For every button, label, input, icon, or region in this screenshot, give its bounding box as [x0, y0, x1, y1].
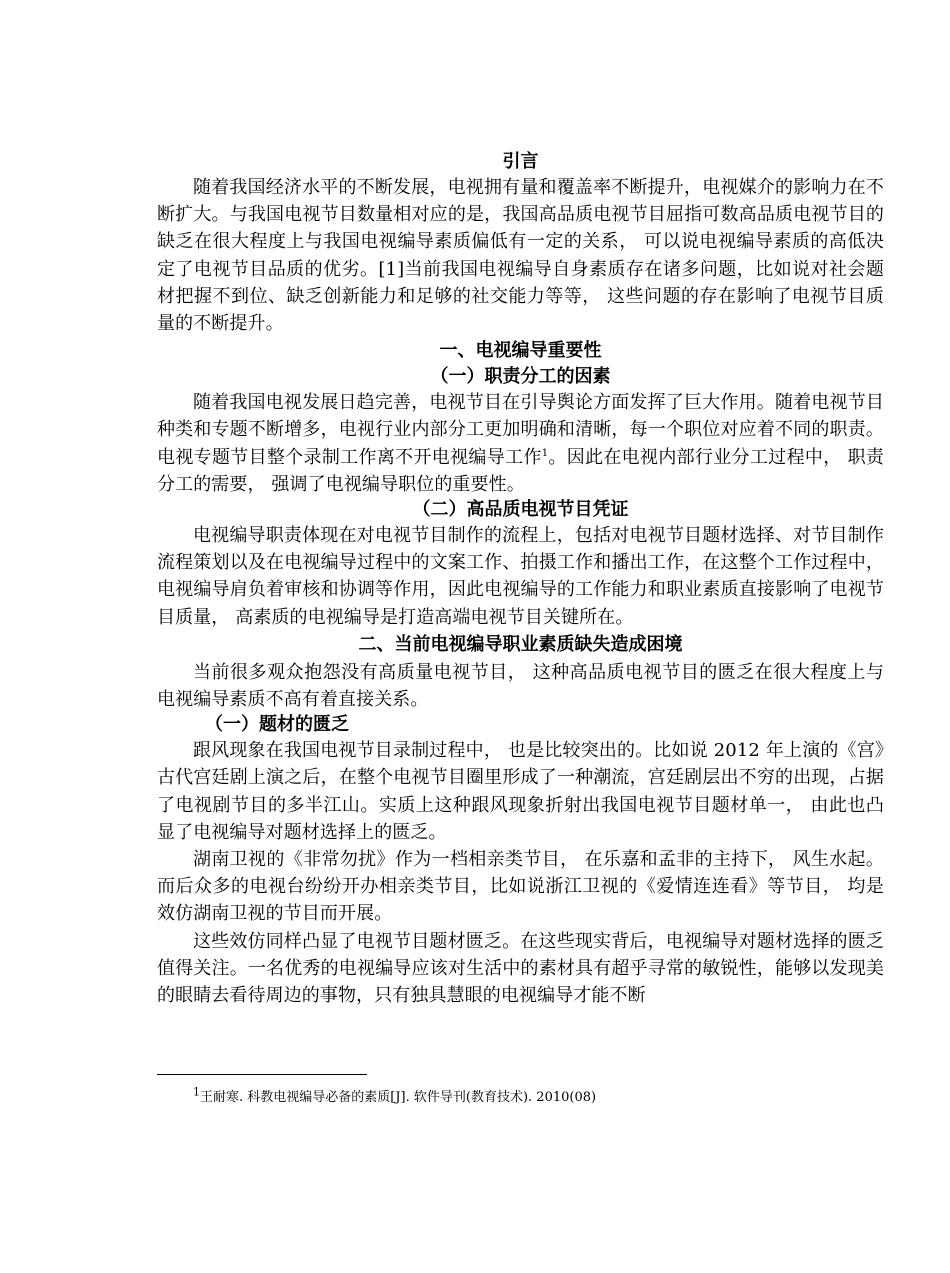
- footnote-ref[interactable]: 1: [541, 447, 549, 459]
- footnote: [193, 1085, 893, 1108]
- section-2-1-paragraph-3: 这些效仿同样凸显了电视节目题材匮乏。在这些现实背后，电视编导对题材选择的匮乏值得关注。一名优秀的电视编导应该对生活中的素材具有超乎寻常的敏锐性，能够以发现美的眼睛去看待周边的事物，只有独具慧眼的电视编导才能不断: [157, 930, 884, 1007]
- footnote-separator: [157, 1074, 367, 1075]
- section-1-2-paragraph: 电视编导职责体现在对电视节目制作的流程上，包括对电视节目题材选择、对节目制作流程策划以及在电视编导过程中的文案工作、拍摄工作和播出工作，在这整个工作过程中，电视编导肩负着审核和协调等作用，因此电视编导的工作能力和职业素质直接影响了电视节目质量， 高素质的电视编导是打造高端电视节目关键所在。: [157, 525, 884, 628]
- section-1-1-paragraph: [157, 389, 884, 498]
- section-1-1-text-b: 。因此在电视内部行业分工过程中， 职责分工的需要， 强调了电视编导职位的重要性。: [157, 446, 884, 495]
- section-2-heading: 二、当前电视编导职业素质缺失造成困境: [358, 633, 683, 655]
- section-2-1-heading: （一）题材的匮乏: [205, 714, 349, 736]
- footnote-marker: 1: [193, 1085, 200, 1099]
- section-1-2-heading: （二）高品质电视节目凭证: [412, 499, 629, 521]
- section-2-1-paragraph-2: 湖南卫视的《非常勿扰》作为一档相亲类节目， 在乐嘉和孟非的主持下， 风生水起。而后众多的电视台纷纷开办相亲类节目，比如说浙江卫视的《爱情连连看》等节目， 均是效仿湖南卫视的节目而开展。: [157, 849, 884, 925]
- document-title: 引言: [502, 151, 539, 172]
- section-1-1-heading: （一）职责分工的因素: [430, 366, 611, 388]
- footnote-text: 王耐寒. 科教电视编导必备的素质[J]. 软件导刊(教育技术). 2010(08): [200, 1090, 597, 1105]
- section-1-1-text-a: 随着我国电视发展日趋完善，电视节目在引导舆论方面发挥了巨大作用。随着电视节目种类和专题不断增多，电视行业内部分工更加明确和清晰，每一个职位对应着不同的职责。电视专题节目整个录制工作离不开电视编导工作: [157, 392, 884, 468]
- section-2-intro: 当前很多观众抱怨没有高质量电视节目， 这种高品质电视节目的匮乏在很大程度上与电视编导素质不高有着直接关系。: [157, 661, 884, 711]
- intro-paragraph: 随着我国经济水平的不断发展，电视拥有量和覆盖率不断提升，电视媒介的影响力在不断扩大。与我国电视节目数量相对应的是，我国高品质电视节目屈指可数高品质电视节目的缺乏在很大程度上与我国电视编导素质偏低有一定的关系， 可以说电视编导素质的高低决定了电视节目品质的优劣。[1]当前我国电视编导自身素质存在诸多问题，比如说对社会题材把握不到位、缺乏创新能力和足够的社交能力等等， 这些问题的存在影响了电视节目质量的不断提升。: [157, 177, 884, 335]
- section-2-1-paragraph-1: 跟风现象在我国电视节目录制过程中， 也是比较突出的。比如说 2012 年上演的《宫》古代宫廷剧上演之后，在整个电视节目圈里形成了一种潮流，宫廷剧层出不穷的出现，占据了电视剧节目的多半江山。实质上这种跟风现象折射出我国电视节目题材单一， 由此也凸显了电视编导对题材选择上的匮乏。: [157, 740, 884, 843]
- document-body: [157, 150, 884, 1009]
- section-1-heading: 一、电视编导重要性: [439, 340, 602, 362]
